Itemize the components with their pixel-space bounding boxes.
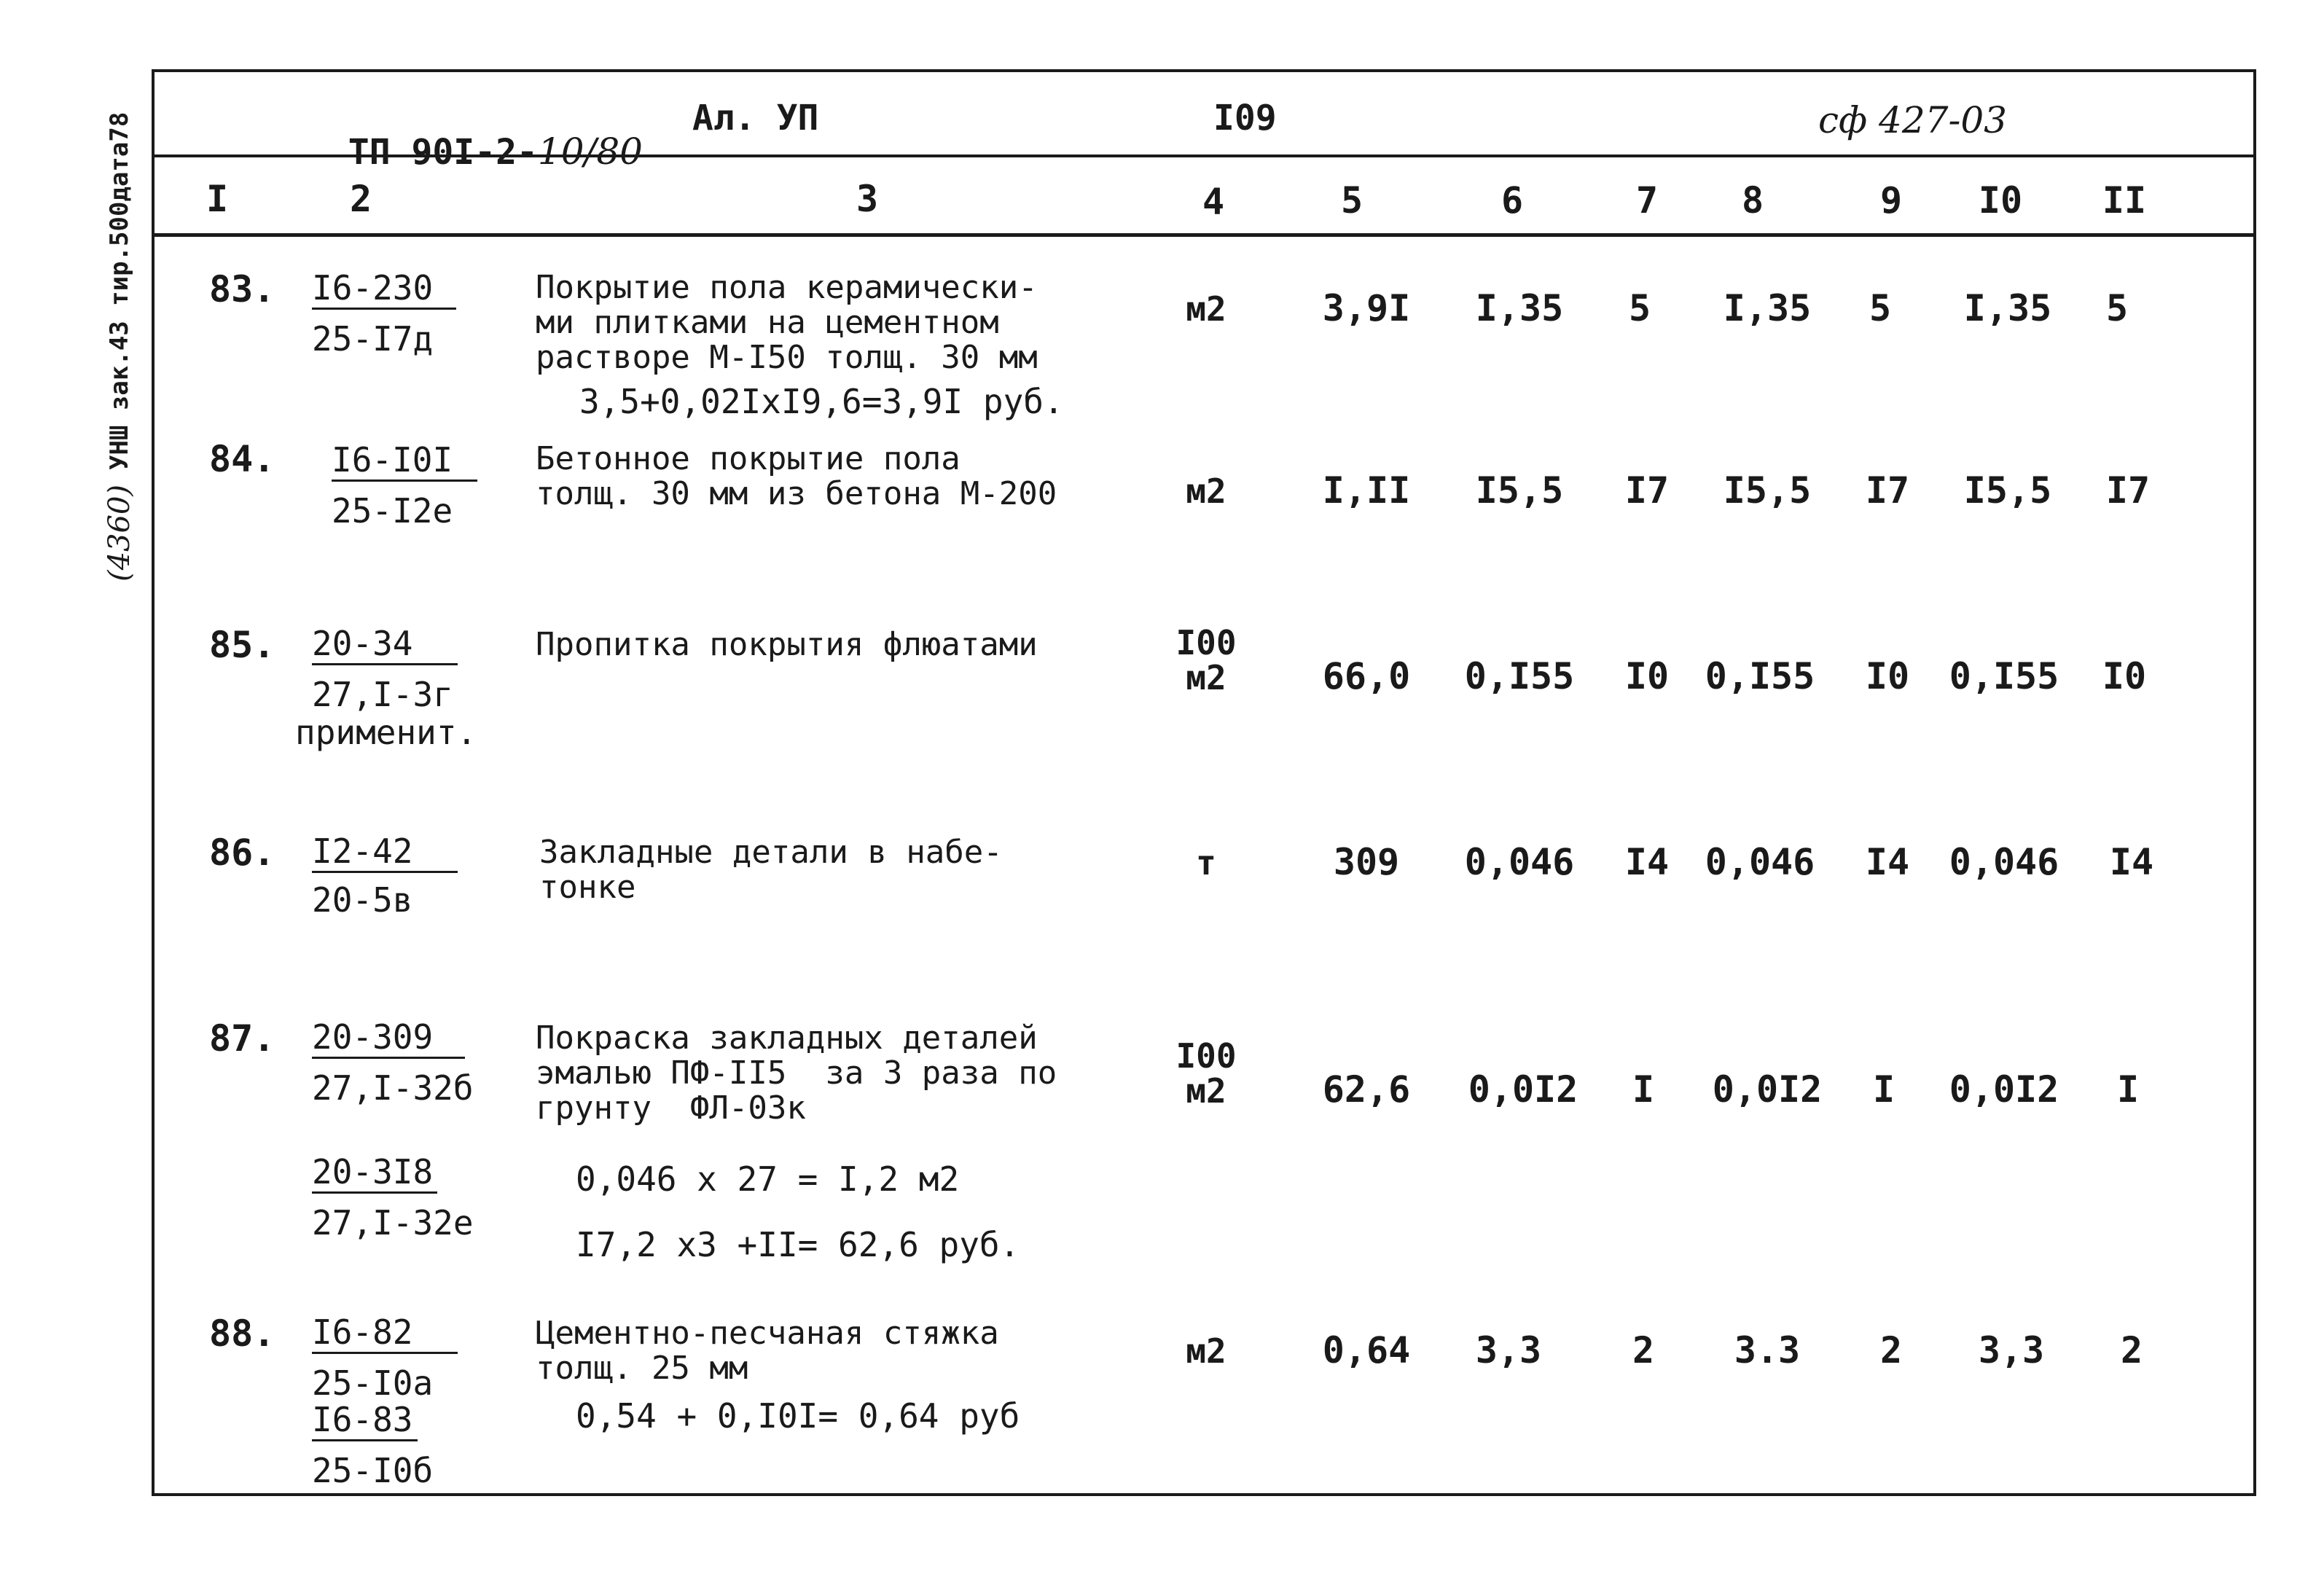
col-header-6: 6: [1501, 179, 1524, 222]
col-header-2: 2: [349, 178, 372, 220]
value-col5: I,II: [1322, 469, 1411, 512]
work-description: толщ. 25 мм: [536, 1350, 748, 1387]
value-col10: 0,0I2: [1949, 1068, 2059, 1111]
value-col8: 3.3: [1734, 1329, 1801, 1371]
value-col11: I4: [2109, 841, 2154, 883]
work-description: Покрытие пола керамически-: [536, 269, 1038, 306]
norm-code: 25-I7д: [312, 319, 434, 359]
value-col10: 0,I55: [1949, 655, 2059, 697]
row-number: 88.: [209, 1312, 275, 1355]
unit: I00: [1175, 1036, 1237, 1076]
value-col8: I,35: [1723, 287, 1812, 329]
unit: I00: [1175, 623, 1237, 662]
work-description: Бетонное покрытие пола: [536, 440, 960, 477]
work-description: ми плитками на цементном: [536, 304, 999, 341]
album-label: Ал. УП: [692, 98, 819, 138]
value-col10: I,35: [1963, 287, 2052, 329]
norm-code: 25-I2е: [332, 491, 453, 531]
norm-code: I6-82: [312, 1315, 458, 1354]
project-code-print: ТП 90I-2-: [348, 132, 538, 173]
value-col6: 3,3: [1475, 1329, 1542, 1371]
norm-code: 20-309: [312, 1020, 465, 1059]
work-description: грунту ФЛ-03к: [536, 1089, 806, 1127]
value-col6: 0,0I2: [1468, 1068, 1578, 1111]
column-header-divider: [152, 233, 2256, 237]
value-col11: I0: [2102, 655, 2147, 697]
project-code: [306, 98, 643, 173]
norm-code: 25-I0а: [312, 1363, 434, 1403]
norm-code: I6-83: [312, 1403, 418, 1441]
col-header-5: 5: [1340, 179, 1364, 222]
col-header-10: I0: [1978, 179, 2023, 222]
project-code-handwritten: 10/80: [537, 130, 643, 173]
value-col8: 0,0I2: [1712, 1068, 1823, 1111]
unit: м2: [1186, 1071, 1226, 1111]
value-col9: I7: [1865, 469, 1910, 512]
value-col10: 3,3: [1978, 1329, 2045, 1371]
row-number: 84.: [209, 438, 275, 480]
work-description: толщ. 30 мм из бетона М-200: [536, 475, 1057, 512]
calculation: 0,54 + 0,I0I= 0,64 руб: [576, 1396, 1020, 1436]
col-header-9: 9: [1879, 179, 1903, 222]
col-header-8: 8: [1741, 179, 1764, 222]
col-header-3: 3: [856, 178, 879, 220]
value-col11: 5: [2105, 287, 2129, 329]
side-stamp: [76, 71, 163, 582]
value-col7: I4: [1624, 841, 1670, 883]
value-col7: 2: [1632, 1329, 1655, 1371]
value-col5: 66,0: [1322, 655, 1411, 697]
norm-code: 27,I-32б: [312, 1068, 474, 1108]
page-number: I09: [1213, 98, 1277, 138]
value-col9: 5: [1869, 287, 1892, 329]
col-header-1: I: [206, 178, 229, 220]
norm-code: 25-I0б: [312, 1451, 434, 1490]
norm-code-note: применит.: [295, 713, 477, 752]
value-col9: I0: [1865, 655, 1910, 697]
document-code-handwritten: сф 427-03: [1818, 99, 2007, 141]
norm-code: I2-42: [312, 834, 458, 873]
side-stamp-print: УНШ зак.43 тир.500дата78: [105, 111, 134, 470]
value-col11: I7: [2105, 469, 2151, 512]
col-header-7: 7: [1635, 179, 1659, 222]
value-col9: 2: [1879, 1329, 1903, 1371]
norm-code: 20-34: [312, 627, 458, 665]
work-description: Пропитка покрытия флюатами: [536, 626, 1038, 663]
norm-code: 27,I-32е: [312, 1203, 474, 1242]
row-number: 83.: [209, 268, 275, 310]
unit: м2: [1186, 1331, 1226, 1371]
unit: м2: [1186, 658, 1226, 697]
value-col8: I5,5: [1723, 469, 1812, 512]
row-number: 85.: [209, 624, 275, 666]
calculation: 3,5+0,02IxI9,6=3,9I руб.: [579, 382, 1064, 421]
value-col5: 309: [1333, 841, 1400, 883]
value-col8: 0,046: [1705, 841, 1815, 883]
row-number: 86.: [209, 831, 275, 874]
unit: м2: [1186, 289, 1226, 329]
side-stamp-handwritten: (4360): [103, 484, 136, 582]
unit: т: [1196, 843, 1216, 882]
work-description: Закладные детали в набе-: [539, 834, 1003, 871]
value-col5: 0,64: [1322, 1329, 1411, 1371]
value-col9: I: [1872, 1068, 1895, 1111]
work-description: эмалью ПФ-II5 за 3 раза по: [536, 1054, 1057, 1092]
row-number: 87.: [209, 1017, 275, 1060]
norm-code: 20-5в: [312, 880, 413, 920]
value-col7: I7: [1624, 469, 1670, 512]
value-col11: I: [2116, 1068, 2140, 1111]
value-col9: I4: [1865, 841, 1910, 883]
value-col11: 2: [2120, 1329, 2143, 1371]
value-col6: I,35: [1475, 287, 1564, 329]
work-description: Покраска закладных деталей: [536, 1019, 1038, 1057]
col-header-11: II: [2102, 179, 2147, 222]
value-col6: 0,I55: [1464, 655, 1575, 697]
work-description: тонке: [539, 869, 636, 906]
norm-code: I6-230: [312, 271, 456, 310]
work-description: Цементно-песчаная стяжка: [536, 1315, 999, 1352]
value-col6: 0,046: [1464, 841, 1575, 883]
value-col10: 0,046: [1949, 841, 2059, 883]
work-description: растворе М-I50 толщ. 30 мм: [536, 339, 1038, 376]
col-header-4: 4: [1202, 181, 1225, 223]
norm-code: I6-I0I: [332, 443, 477, 482]
table-frame: [152, 69, 2256, 1496]
unit: м2: [1186, 471, 1226, 511]
norm-code: 27,I-3г: [312, 675, 453, 714]
value-col5: 3,9I: [1322, 287, 1411, 329]
value-col10: I5,5: [1963, 469, 2052, 512]
value-col7: I0: [1624, 655, 1670, 697]
value-col7: 5: [1628, 287, 1651, 329]
value-col5: 62,6: [1322, 1068, 1411, 1111]
calculation: I7,2 х3 +II= 62,6 руб.: [576, 1225, 1020, 1264]
norm-code: 20-3I8: [312, 1155, 437, 1194]
value-col8: 0,I55: [1705, 655, 1815, 697]
calculation: 0,046 х 27 = I,2 м2: [576, 1159, 960, 1199]
value-col7: I: [1632, 1068, 1655, 1111]
value-col6: I5,5: [1475, 469, 1564, 512]
